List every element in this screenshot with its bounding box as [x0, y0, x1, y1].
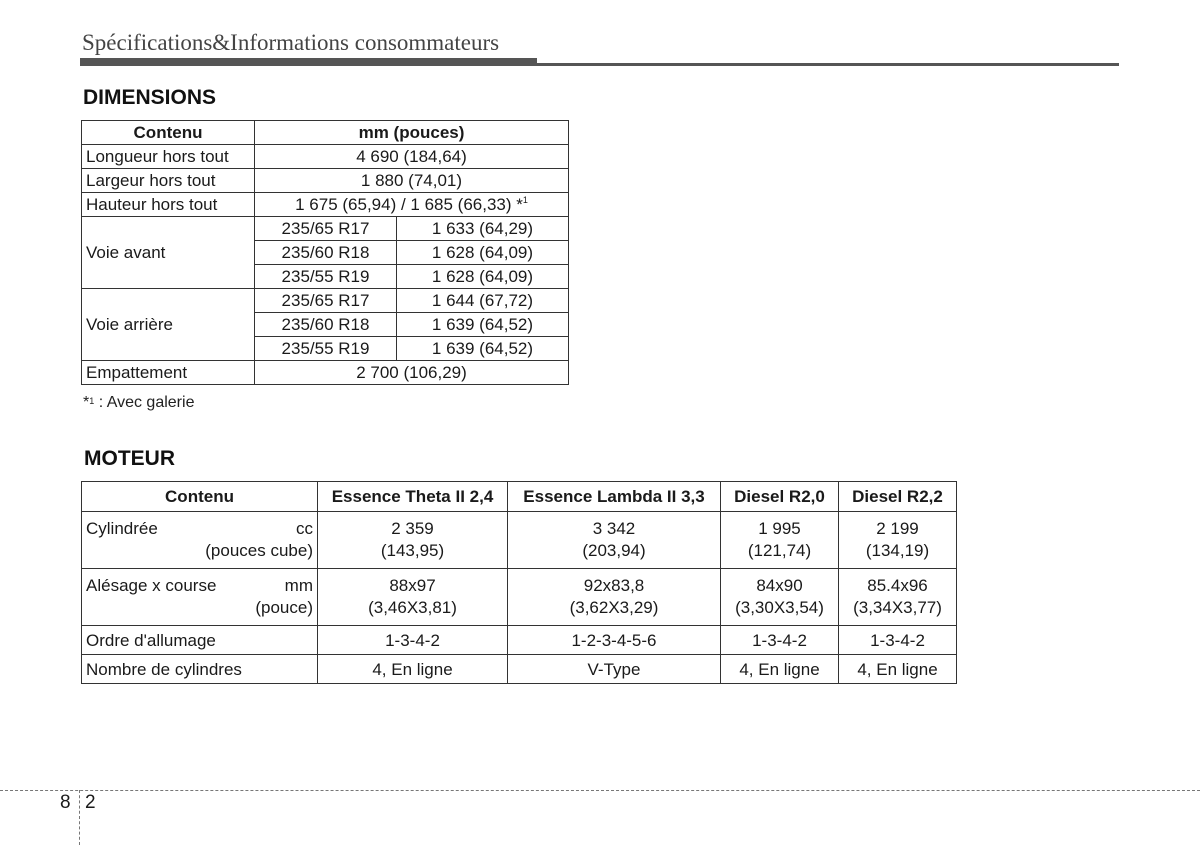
track-value: 1 633 (64,29) — [397, 217, 569, 241]
tire-size: 235/55 R19 — [255, 337, 397, 361]
track-value: 1 628 (64,09) — [397, 241, 569, 265]
cell-line: (3,34X3,77) — [853, 598, 942, 617]
cell-line: 1 995 — [758, 519, 801, 538]
cell-line: 88x97 — [389, 576, 436, 595]
table-cell — [508, 512, 721, 569]
table-row — [82, 169, 569, 193]
table-cell: 1-3-4-2 — [839, 626, 957, 655]
row-label-largeur: Largeur hors tout — [82, 169, 255, 193]
table-cell — [318, 512, 508, 569]
table-header-row — [82, 121, 569, 145]
moteur-section-title: MOTEUR — [84, 447, 175, 470]
table-cell — [839, 569, 957, 626]
cell-line: 84x90 — [756, 576, 803, 595]
cell-line: 92x83,8 — [583, 576, 645, 595]
table-cell: 1-3-4-2 — [721, 626, 839, 655]
cell-line: 2 359 — [391, 519, 434, 538]
chapter-number: 8 — [60, 792, 71, 813]
table-row — [82, 512, 957, 569]
page-number: 2 — [85, 792, 96, 813]
unit-text: (pouce) — [255, 598, 313, 617]
row-label-empattement: Empattement — [82, 361, 255, 385]
row-label-ordre: Ordre d'allumage — [82, 626, 318, 655]
table-cell: 1-2-3-4-5-6 — [508, 626, 721, 655]
table-row — [82, 217, 569, 241]
table-row — [82, 193, 569, 217]
table-cell — [721, 569, 839, 626]
cell-line: (3,30X3,54) — [735, 598, 824, 617]
tire-size: 235/55 R19 — [255, 265, 397, 289]
row-label-longueur: Longueur hors tout — [82, 145, 255, 169]
row-value-hauteur — [255, 193, 569, 217]
label-text: Cylindrée — [86, 519, 158, 538]
column-header: Essence Theta II 2,4 — [318, 482, 508, 512]
unit-text: mm — [284, 576, 313, 595]
footer-dashed-divider — [79, 790, 80, 845]
tire-size: 235/60 R18 — [255, 241, 397, 265]
label-text: Alésage x course — [86, 576, 217, 595]
track-value: 1 644 (67,72) — [397, 289, 569, 313]
cell-line: (143,95) — [380, 541, 445, 560]
column-header-contenu: Contenu — [82, 121, 255, 145]
moteur-table — [81, 481, 957, 684]
row-value-largeur: 1 880 (74,01) — [255, 169, 569, 193]
table-cell: V-Type — [508, 655, 721, 684]
column-header: Diesel R2,2 — [839, 482, 957, 512]
header-rule-thin — [537, 63, 1119, 66]
cell-line: (3,46X3,81) — [368, 598, 457, 617]
cell-line: (121,74) — [747, 541, 812, 560]
table-row — [82, 655, 957, 684]
footnote-marker: 1 — [522, 195, 528, 205]
table-header-row — [82, 482, 957, 512]
table-cell: 4, En ligne — [839, 655, 957, 684]
table-cell: 4, En ligne — [318, 655, 508, 684]
cell-line: 85.4x96 — [867, 576, 928, 595]
cell-line: 3 342 — [592, 519, 636, 538]
row-label-hauteur: Hauteur hors tout — [82, 193, 255, 217]
dimensions-table — [81, 120, 569, 385]
unit-text: (pouces cube) — [205, 541, 313, 560]
cell-line: (134,19) — [865, 541, 930, 560]
table-row — [82, 361, 569, 385]
header-rule-thick — [80, 58, 537, 66]
table-row — [82, 626, 957, 655]
column-header: Essence Lambda II 3,3 — [508, 482, 721, 512]
tire-size: 235/65 R17 — [255, 217, 397, 241]
column-header: Contenu — [82, 482, 318, 512]
column-header: Diesel R2,0 — [721, 482, 839, 512]
row-label-nombre: Nombre de cylindres — [82, 655, 318, 684]
hauteur-value-text: 1 675 (65,94) / 1 685 (66,33) * — [295, 195, 523, 214]
track-value: 1 639 (64,52) — [397, 313, 569, 337]
unit-text: cc — [296, 519, 313, 538]
track-value: 1 628 (64,09) — [397, 265, 569, 289]
dimensions-section-title: DIMENSIONS — [83, 86, 217, 109]
footer-dashed-rule — [0, 790, 1200, 791]
table-row — [82, 145, 569, 169]
column-header-mm: mm (pouces) — [255, 121, 569, 145]
page-header-title: Spécifications&Informations consommateurs — [82, 30, 500, 55]
table-cell — [318, 569, 508, 626]
cell-line: (203,94) — [582, 541, 646, 560]
table-cell: 1-3-4-2 — [318, 626, 508, 655]
table-cell — [721, 512, 839, 569]
tire-size: 235/65 R17 — [255, 289, 397, 313]
table-cell — [839, 512, 957, 569]
tire-size: 235/60 R18 — [255, 313, 397, 337]
row-value-empattement: 2 700 (106,29) — [255, 361, 569, 385]
row-label-cylindree — [82, 512, 318, 569]
cell-line: 2 199 — [876, 519, 919, 538]
row-label-alesage — [82, 569, 318, 626]
footnote-number: 1 — [89, 396, 95, 406]
table-cell: 4, En ligne — [721, 655, 839, 684]
table-cell — [508, 569, 721, 626]
row-value-longueur: 4 690 (184,64) — [255, 145, 569, 169]
row-label-voie-avant: Voie avant — [82, 217, 255, 289]
footnote-star: * — [83, 394, 90, 411]
footnote — [83, 394, 194, 412]
cell-line: (3,62X3,29) — [569, 598, 659, 617]
footnote-text: : Avec galerie — [94, 394, 195, 411]
table-row — [82, 289, 569, 313]
row-label-voie-arriere: Voie arrière — [82, 289, 255, 361]
table-row — [82, 569, 957, 626]
track-value: 1 639 (64,52) — [397, 337, 569, 361]
